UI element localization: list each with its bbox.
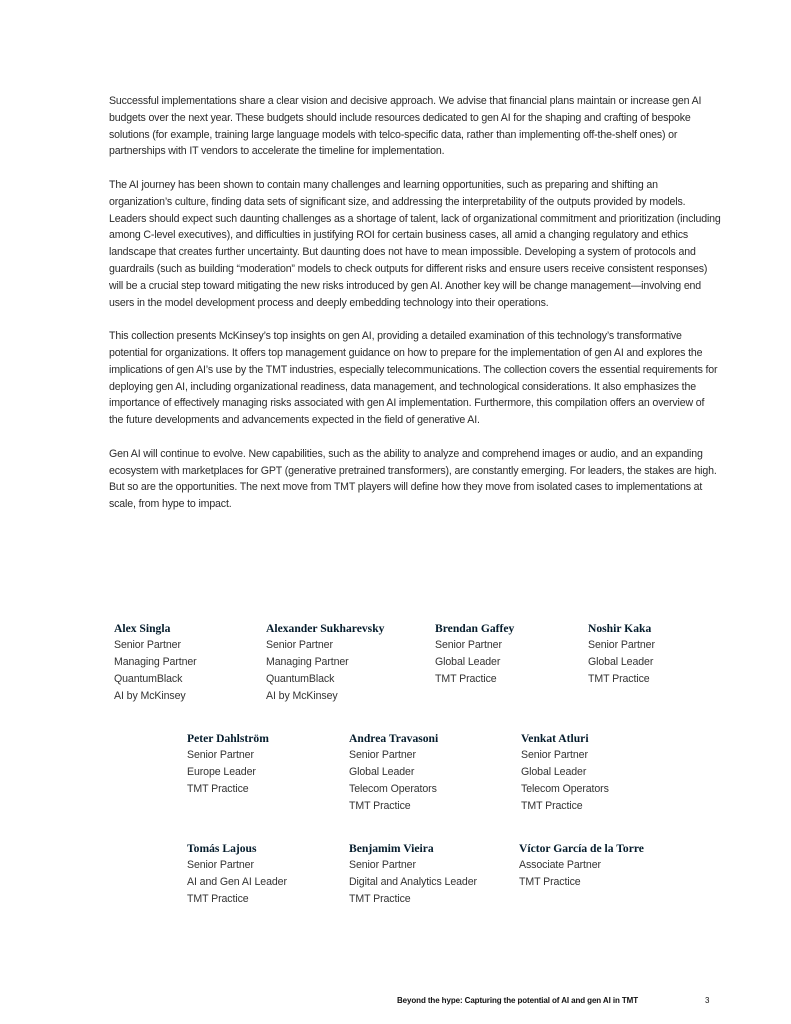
author-title: Global Leader bbox=[521, 765, 587, 778]
author-title: Senior Partner bbox=[435, 639, 502, 651]
author-title: Senior Partner bbox=[266, 639, 333, 651]
paragraph: The AI journey has been shown to contain many challenges and learning opportunities, such as preparing and shifting an organization’s culture, finding data sets of significant size, and addressing the interpretability of the outputs provided by models. Leaders should expect such daunting challenges as a shortage of talent, lack of organizational commitment and prioritization (including among C-level executives), and difficulties in justifying ROI for certain business cases, all amid a changing regulatory and ethics landscape that creates further uncertainty. But daunting does not have to mean impossible. Developing a system of protocols and guardrails (such as building “moderation” models to check outputs for different risks and ensure users receive consistent responses) will be a crucial step toward mitigating the new risks introduced by gen AI. Another key will be change management—involving end users in the model development process and deeply embedding technology into their operations. bbox=[109, 178, 721, 309]
author-title: TMT Practice bbox=[349, 892, 411, 905]
author-name: Tomás Lajous bbox=[187, 842, 257, 855]
author-title: Telecom Operators bbox=[521, 782, 609, 795]
author-name: Brendan Gaffey bbox=[435, 622, 515, 635]
author-title: Managing Partner bbox=[266, 655, 349, 668]
author-title: QuantumBlack bbox=[266, 672, 335, 685]
author-title: Senior Partner bbox=[187, 749, 254, 761]
author-name: Noshir Kaka bbox=[588, 622, 652, 635]
author-title: Associate Partner bbox=[519, 859, 601, 871]
author-title: TMT Practice bbox=[588, 672, 650, 685]
article-body bbox=[109, 93, 721, 530]
author-name: Alexander Sukharevsky bbox=[266, 622, 385, 635]
author-title: AI by McKinsey bbox=[266, 689, 338, 702]
author-title: Senior Partner bbox=[114, 639, 181, 651]
author-title: TMT Practice bbox=[519, 875, 581, 888]
author-title: Senior Partner bbox=[349, 859, 416, 871]
author-card bbox=[114, 620, 197, 705]
author-title: Digital and Analytics Leader bbox=[349, 875, 477, 888]
author-title: TMT Practice bbox=[435, 672, 497, 685]
author-title: Senior Partner bbox=[349, 749, 416, 761]
author-card bbox=[266, 620, 384, 705]
page-number: 3 bbox=[705, 996, 710, 1005]
footer-title: Beyond the hype: Capturing the potential of AI and gen AI in TMT bbox=[397, 996, 638, 1005]
author-name: Alex Singla bbox=[114, 622, 171, 635]
author-title: TMT Practice bbox=[349, 799, 411, 812]
author-title: QuantumBlack bbox=[114, 672, 183, 685]
author-name: Víctor García de la Torre bbox=[519, 842, 644, 855]
author-title: TMT Practice bbox=[187, 892, 249, 905]
author-card bbox=[187, 730, 269, 798]
author-title: Telecom Operators bbox=[349, 782, 437, 795]
author-name: Venkat Atluri bbox=[521, 732, 589, 745]
author-card bbox=[588, 620, 655, 688]
author-title: TMT Practice bbox=[521, 799, 583, 812]
author-title: Global Leader bbox=[435, 655, 501, 668]
author-title: AI by McKinsey bbox=[114, 689, 186, 702]
author-title: Managing Partner bbox=[114, 655, 197, 668]
author-name: Andrea Travasoni bbox=[349, 732, 439, 745]
paragraph: Successful implementations share a clear vision and decisive approach. We advise that financial plans maintain or increase gen AI budgets over the next year. These budgets should include resources dedicated to gen AI for the shaping and crafting of bespoke solutions (for example, training large language models with telco-specific data, rather than implementing off-the-shelf ones) or partnerships with IT vendors to accelerate the timeline for implementation. bbox=[109, 95, 702, 158]
author-card bbox=[187, 840, 287, 908]
author-name: Peter Dahlström bbox=[187, 732, 269, 745]
author-card bbox=[521, 730, 609, 815]
author-title: Senior Partner bbox=[588, 639, 655, 651]
author-card bbox=[435, 620, 514, 688]
author-card bbox=[349, 730, 438, 815]
author-title: Europe Leader bbox=[187, 765, 256, 778]
author-title: Senior Partner bbox=[521, 749, 588, 761]
author-title: Global Leader bbox=[349, 765, 415, 778]
author-card bbox=[519, 840, 644, 891]
paragraph: Gen AI will continue to evolve. New capabilities, such as the ability to analyze and comprehend images or audio, and an expanding ecosystem with marketplaces for GPT (generative pretrained transformers), are constantly emerging. For leaders, the stakes are high. But so are the opportunities. The next move from TMT players will define how they move from isolated cases to implementations at scale, from hype to impact. bbox=[109, 447, 717, 511]
author-title: AI and Gen AI Leader bbox=[187, 875, 287, 888]
author-name: Benjamim Vieira bbox=[349, 842, 434, 855]
author-title: TMT Practice bbox=[187, 782, 249, 795]
paragraph: This collection presents McKinsey’s top insights on gen AI, providing a detailed examination of this technology’s transformative potential for organizations. It offers top management guidance on how to prepare for the implementation of gen AI and explores the implications of gen AI’s use by the TMT industries, especially telecommunications. The collection covers the essential requirements for deploying gen AI, including organizational readiness, data management, and technological considerations. It also emphasizes the importance of effectively managing risks associated with gen AI implementation. Furthermore, this compilation offers an overview of the future developments and advancements expected in the field of generative AI. bbox=[109, 330, 718, 427]
author-title: Senior Partner bbox=[187, 859, 254, 871]
author-card bbox=[349, 840, 477, 908]
author-title: Global Leader bbox=[588, 655, 654, 668]
